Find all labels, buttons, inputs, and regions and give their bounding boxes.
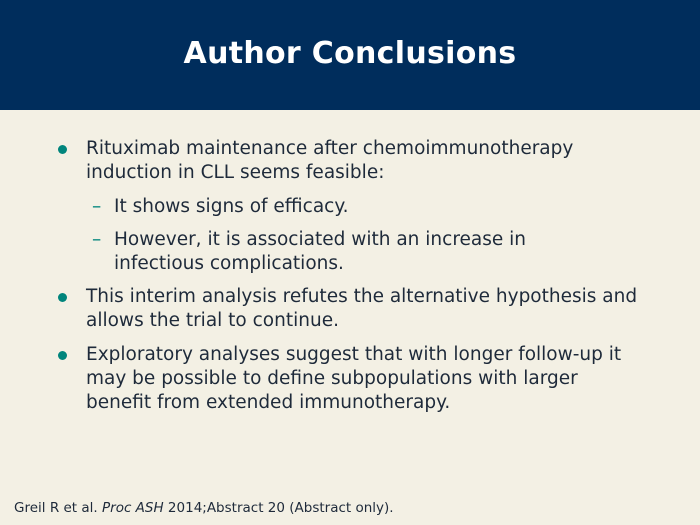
bullet-item-3 xyxy=(86,343,646,415)
bullet-dot-icon xyxy=(58,145,67,154)
citation-details: 2014;Abstract 20 (Abstract only). xyxy=(167,500,394,516)
bullet-item-1 xyxy=(86,137,646,185)
slide-title: Author Conclusions xyxy=(183,35,517,71)
subbullet-item-2 xyxy=(92,228,584,276)
citation xyxy=(14,500,394,516)
citation-journal: Proc ASH xyxy=(102,500,164,516)
dash-bullet-icon: – xyxy=(92,229,102,250)
bullet-text: This interim analysis refutes the alternative hypothesis and allows the trial to continue. xyxy=(86,286,638,331)
citation-authors: Greil R et al. xyxy=(14,500,98,516)
slide-header xyxy=(0,0,700,110)
bullet-dot-icon xyxy=(58,293,67,302)
bullet-dot-icon xyxy=(58,351,67,360)
dash-bullet-icon: – xyxy=(92,196,102,217)
bullet-text: Rituximab maintenance after chemoimmunotherapy induction in CLL seems feasible: xyxy=(86,138,574,183)
bullet-item-2 xyxy=(86,285,646,333)
subbullet-text: However, it is associated with an increase in infectious complications. xyxy=(114,229,527,274)
bullet-text: Exploratory analyses suggest that with longer follow-up it may be possible to define subpopulations with larger benefit from extended immunotherapy. xyxy=(86,344,622,413)
subbullet-text: It shows signs of efficacy. xyxy=(114,196,349,217)
subbullet-item-1 xyxy=(92,195,584,219)
